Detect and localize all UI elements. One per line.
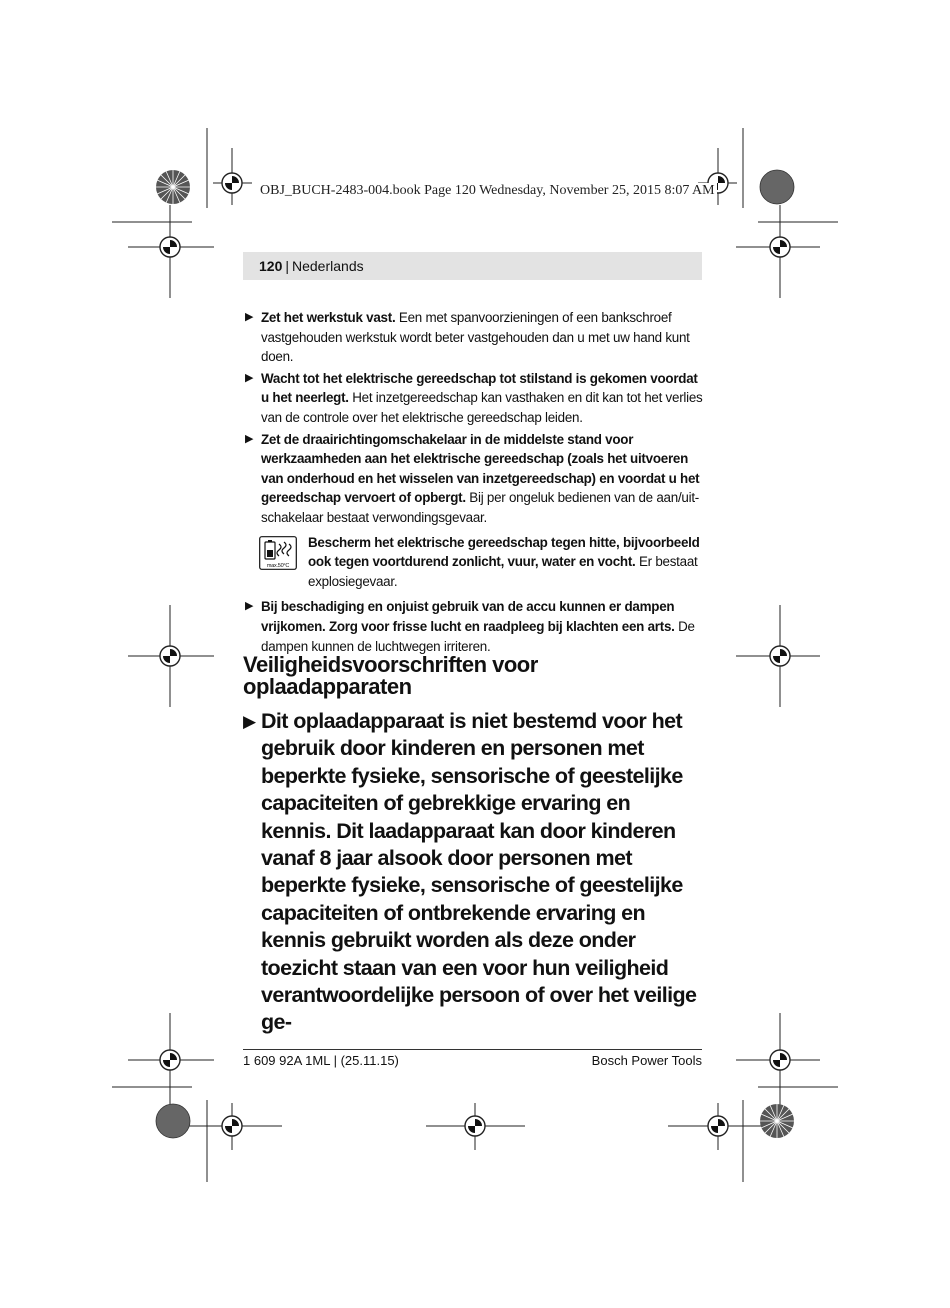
item-text: Een met spanvoorzieningen of een bankschroef vastgehouden werkstuk wordt beter vastgehouden dan u met uw hand kunt doen. [261, 310, 690, 365]
charger-warning [243, 708, 705, 1037]
page-number: 120 [259, 258, 283, 274]
item-bold: Bij beschadiging en onjuist gebruik van de accu kunnen er dampen vrijkomen. Zorg voor frisse lucht en raadpleeg bij klachten een arts. [261, 599, 675, 634]
item-bold: Wacht tot het elektrische gereedschap tot stilstand is gekomen voordat u het neerlegt. [261, 370, 698, 406]
bullet-arrow-icon: ▶ [245, 432, 254, 445]
icon-label: max.50°C [266, 562, 290, 569]
heat-warning [245, 533, 703, 592]
section-heading: Veiligheidsvoorschriften voor oplaadapparaten [243, 652, 538, 699]
header-separator: | [285, 258, 289, 274]
bullet-arrow-icon: ▶ [245, 371, 254, 384]
footer-brand: Bosch Power Tools [591, 1053, 702, 1068]
charger-warning-text: Dit oplaadapparaat is niet bestemd voor het gebruik door kinderen en personen met beperkte fysieke, sensorische of geestelijke capaciteiten of gebrekkige ervaring en kennis. Dit laadapparaat kan door kinderen vanaf 8 jaar alsook door personen met beperkte fysieke, sensorische of geestelijke capaciteiten of ontbrekende ervaring en kennis gebruikt worden als deze onder toezicht staan van een voor hun veiligheid verantwoordelijke persoon of over het veilige ge- [261, 709, 697, 1035]
safety-list [245, 308, 703, 658]
bullet-arrow-icon: ▶ [243, 712, 256, 731]
list-item [245, 597, 703, 656]
item-bold: Zet het werkstuk vast. [261, 310, 396, 325]
battery-heat-icon [259, 536, 297, 570]
print-slug: OBJ_BUCH-2483-004.book Page 120 Wednesday, November 25, 2015 8:07 AM [260, 183, 715, 198]
footer-doc-number: 1 609 92A 1ML | (25.11.15) [243, 1053, 399, 1068]
warning-text: Er bestaat explosiegevaar. [308, 554, 698, 589]
list-item [245, 369, 703, 428]
bullet-arrow-icon: ▶ [245, 600, 254, 613]
header-language: Nederlands [292, 258, 364, 274]
bullet-arrow-icon: ▶ [245, 311, 254, 323]
warning-bold: Bescherm het elektrische gereedschap tegen hitte, bijvoorbeeld ook tegen voortdurend zonlicht, vuur, water en vocht. [308, 534, 700, 570]
item-text: Bij per ongeluk bedienen van de aan/uit-schakelaar bestaat verwondingsgevaar. [261, 490, 700, 525]
list-item [245, 430, 703, 528]
item-text: Het inzetgereedschap kan vasthaken en dit kan tot het verlies van de controle over het elektrische gereedschap leiden. [261, 390, 703, 425]
page-header [243, 252, 702, 280]
item-bold: Zet de draairichtingomschakelaar in de middelste stand voor werkzaamheden aan het elektrische gereedschap (zoals het uitvoeren van onderhoud en het wisselen van inzetgereedschap) en voordat u het gereedschap vervoert of opbergt. [261, 431, 700, 506]
list-item [245, 308, 703, 367]
item-text: De dampen kunnen de luchtwegen irriteren. [261, 618, 695, 654]
footer-divider [243, 1049, 702, 1050]
